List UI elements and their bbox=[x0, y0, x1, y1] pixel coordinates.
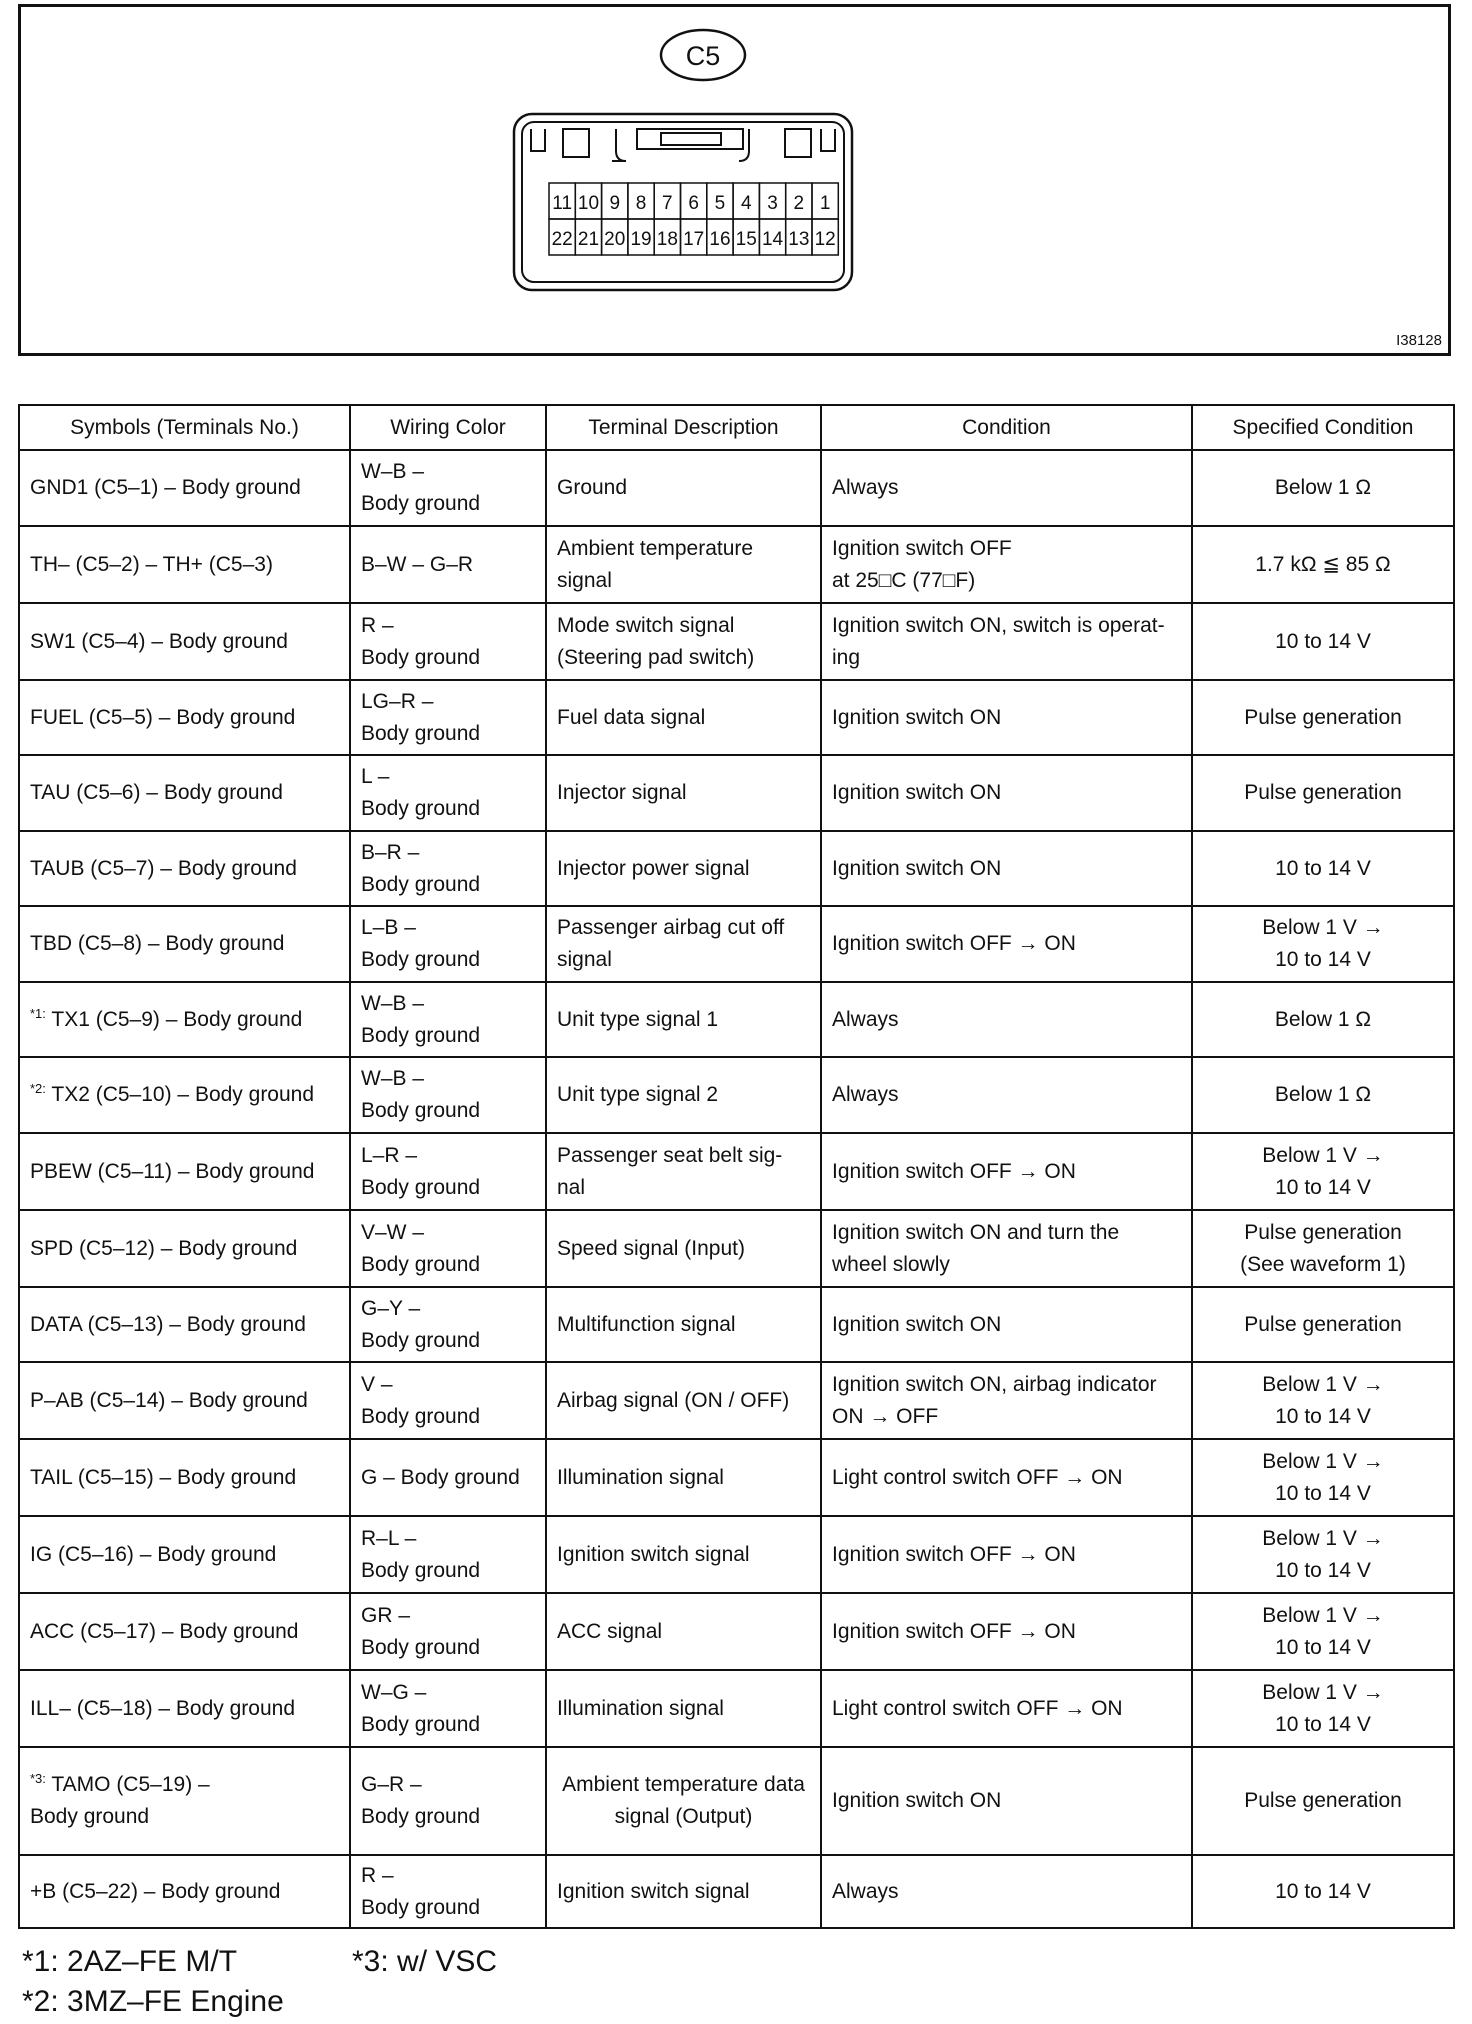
cell-symbol-line bbox=[30, 1004, 339, 1036]
cell-condition-line: ing bbox=[832, 645, 861, 669]
header-symbols: Symbols (Terminals No.) bbox=[19, 405, 350, 450]
cell-symbol bbox=[19, 1855, 350, 1928]
cell-condition bbox=[821, 1670, 1192, 1747]
pin-number: 14 bbox=[761, 229, 784, 250]
cell-condition bbox=[821, 1362, 1192, 1439]
table-row bbox=[19, 1516, 1454, 1593]
cell-condition bbox=[821, 982, 1192, 1057]
cell-symbol bbox=[19, 1516, 350, 1593]
cell-condition-line: Always bbox=[832, 1007, 899, 1031]
pin-number: 9 bbox=[609, 193, 621, 214]
cell-condition bbox=[821, 1747, 1192, 1855]
cell-description bbox=[546, 526, 821, 603]
cell-condition bbox=[821, 755, 1192, 831]
pin-number: 17 bbox=[683, 229, 705, 250]
cell-specified-condition-line: 10 to 14 V bbox=[1275, 1558, 1371, 1582]
cell-symbol bbox=[19, 1747, 350, 1855]
cell-symbol bbox=[19, 906, 350, 982]
cell-symbol-line bbox=[30, 1079, 339, 1111]
cell-specified-condition-line: 10 to 14 V bbox=[1275, 856, 1371, 880]
cell-wiring-color-line: GR – bbox=[361, 1603, 411, 1627]
table-row bbox=[19, 982, 1454, 1057]
cell-condition-line: Light control switch OFF → ON bbox=[832, 1465, 1123, 1489]
cell-specified-condition-line: Below 1 V → bbox=[1262, 1680, 1384, 1704]
cell-description-line: Ambient temperature bbox=[557, 536, 754, 560]
header-condition: Condition bbox=[821, 405, 1192, 450]
cell-condition bbox=[821, 1516, 1192, 1593]
cell-specified-condition bbox=[1192, 1133, 1454, 1210]
cell-condition-line: Always bbox=[832, 1083, 899, 1106]
cell-condition bbox=[821, 450, 1192, 526]
pin-number: 18 bbox=[656, 229, 678, 250]
cell-wiring-color bbox=[350, 680, 546, 755]
cell-condition-line: Ignition switch OFF → ON bbox=[832, 932, 1076, 955]
cell-condition bbox=[821, 526, 1192, 603]
cell-symbol-line: PBEW (C5–11) – Body ground bbox=[30, 1159, 315, 1183]
cell-condition-line: Light control switch OFF → ON bbox=[832, 1696, 1123, 1720]
table-row bbox=[19, 1287, 1454, 1362]
table-header-row bbox=[19, 405, 1454, 450]
cell-wiring-color bbox=[350, 1439, 546, 1516]
footnote-3: *3: w/ VSC bbox=[352, 1945, 498, 1978]
cell-wiring-color bbox=[350, 1855, 546, 1928]
cell-description bbox=[546, 1362, 821, 1439]
cell-wiring-color-line: Body ground bbox=[361, 645, 481, 669]
cell-specified-condition bbox=[1192, 1516, 1454, 1593]
cell-wiring-color-line: R – bbox=[361, 613, 394, 637]
cell-symbol bbox=[19, 1362, 350, 1439]
cell-wiring-color-line: Body ground bbox=[361, 1023, 481, 1047]
cell-symbol-line: GND1 (C5–1) – Body ground bbox=[30, 476, 301, 499]
cell-symbol-line: SPD (C5–12) – Body ground bbox=[30, 1236, 298, 1260]
cell-condition-line: Ignition switch ON bbox=[832, 705, 1002, 729]
cell-specified-condition-line: 10 to 14 V bbox=[1275, 1712, 1371, 1736]
cell-description-line: Speed signal (Input) bbox=[557, 1236, 745, 1260]
cell-wiring-color-line: Body ground bbox=[361, 948, 481, 971]
table-row bbox=[19, 603, 1454, 680]
cell-wiring-color-line: B–W – G–R bbox=[361, 552, 474, 576]
cell-wiring-color bbox=[350, 1516, 546, 1593]
cell-condition-line: Ignition switch OFF → ON bbox=[832, 1159, 1076, 1183]
symbol-text: TX1 (C5–9) – Body ground bbox=[51, 1007, 303, 1031]
cell-symbol-line: TAU (C5–6) – Body ground bbox=[30, 781, 283, 804]
cell-condition-line: at 25□C (77□F) bbox=[832, 568, 976, 592]
cell-description-line: Ignition switch signal bbox=[557, 1542, 750, 1566]
cell-wiring-color-line: Body ground bbox=[361, 1404, 481, 1428]
table-row bbox=[19, 1057, 1454, 1133]
cell-wiring-color-line: R–L – bbox=[361, 1526, 417, 1550]
cell-specified-condition-line: 10 to 14 V bbox=[1275, 629, 1371, 653]
cell-description-line: Unit type signal 1 bbox=[557, 1007, 719, 1031]
cell-wiring-color-line: Body ground bbox=[361, 872, 481, 896]
cell-specified-condition bbox=[1192, 1670, 1454, 1747]
cell-description bbox=[546, 755, 821, 831]
cell-description-line: Ambient temperature data bbox=[562, 1773, 805, 1796]
cell-condition bbox=[821, 906, 1192, 982]
cell-symbol-line bbox=[30, 1769, 339, 1801]
pin-number: 1 bbox=[819, 193, 831, 214]
pin-number: 13 bbox=[788, 229, 810, 250]
cell-wiring-color-line: V – bbox=[361, 1372, 393, 1396]
cell-description-line: Passenger airbag cut off bbox=[557, 916, 785, 939]
cell-specified-condition-line: Pulse generation bbox=[1244, 705, 1402, 729]
cell-specified-condition-line: 1.7 kΩ ≦ 85 Ω bbox=[1255, 552, 1391, 576]
table-row bbox=[19, 680, 1454, 755]
footnote-ref: *2: bbox=[30, 1081, 46, 1096]
cell-symbol bbox=[19, 603, 350, 680]
cell-condition-line: Ignition switch ON, switch is operat- bbox=[832, 613, 1165, 637]
cell-specified-condition bbox=[1192, 1287, 1454, 1362]
cell-wiring-color bbox=[350, 450, 546, 526]
cell-wiring-color bbox=[350, 526, 546, 603]
cell-specified-condition bbox=[1192, 1593, 1454, 1670]
cell-symbol-line: TH– (C5–2) – TH+ (C5–3) bbox=[30, 552, 273, 576]
footnote-1: *1: 2AZ–FE M/T bbox=[22, 1945, 238, 1978]
cell-condition bbox=[821, 1133, 1192, 1210]
cell-description-line: Airbag signal (ON / OFF) bbox=[557, 1388, 790, 1412]
cell-description-line: Injector signal bbox=[557, 781, 687, 804]
cell-condition-line: Ignition switch OFF → ON bbox=[832, 1542, 1076, 1566]
cell-wiring-color bbox=[350, 1210, 546, 1287]
cell-specified-condition-line: Pulse generation bbox=[1244, 1789, 1402, 1812]
cell-specified-condition-line: Pulse generation bbox=[1244, 1220, 1402, 1244]
table-row bbox=[19, 526, 1454, 603]
cell-wiring-color bbox=[350, 603, 546, 680]
cell-condition-line: Ignition switch OFF → ON bbox=[832, 1619, 1076, 1643]
table-row bbox=[19, 450, 1454, 526]
cell-wiring-color-line: W–B – bbox=[361, 991, 425, 1015]
cell-condition bbox=[821, 831, 1192, 906]
cell-specified-condition-line: Below 1 V → bbox=[1262, 1526, 1384, 1550]
cell-description-line: Ground bbox=[557, 476, 628, 499]
table-row bbox=[19, 1210, 1454, 1287]
cell-wiring-color-line: G–Y – bbox=[361, 1296, 421, 1320]
cell-wiring-color-line: W–B – bbox=[361, 460, 425, 483]
cell-description bbox=[546, 1855, 821, 1928]
cell-wiring-color bbox=[350, 1593, 546, 1670]
cell-symbol-line: ILL– (C5–18) – Body ground bbox=[30, 1696, 296, 1720]
cell-description-line: ACC signal bbox=[557, 1619, 663, 1643]
connector-c5-drawing bbox=[21, 7, 1448, 353]
pin-number: 4 bbox=[740, 193, 752, 214]
cell-specified-condition-line: 10 to 14 V bbox=[1275, 1404, 1371, 1428]
cell-symbol-line: IG (C5–16) – Body ground bbox=[30, 1542, 277, 1566]
terminal-spec-table bbox=[18, 404, 1455, 1929]
cell-wiring-color-line: W–B – bbox=[361, 1067, 425, 1090]
cell-condition bbox=[821, 1855, 1192, 1928]
figure-code: I38128 bbox=[1396, 332, 1442, 349]
cell-symbol bbox=[19, 982, 350, 1057]
cell-specified-condition-line: 10 to 14 V bbox=[1275, 948, 1371, 971]
cell-description bbox=[546, 450, 821, 526]
cell-symbol bbox=[19, 450, 350, 526]
cell-symbol bbox=[19, 1133, 350, 1210]
cell-symbol-line: P–AB (C5–14) – Body ground bbox=[30, 1388, 308, 1412]
cell-specified-condition-line: Below 1 V → bbox=[1262, 1449, 1384, 1473]
cell-specified-condition-line: Below 1 V → bbox=[1262, 1603, 1384, 1627]
cell-symbol-line: Body ground bbox=[30, 1805, 150, 1828]
cell-symbol-line: DATA (C5–13) – Body ground bbox=[30, 1312, 306, 1336]
cell-description-line: Mode switch signal bbox=[557, 613, 735, 637]
cell-specified-condition-line: Below 1 V → bbox=[1262, 1143, 1384, 1167]
table-row bbox=[19, 906, 1454, 982]
pin-grid bbox=[549, 183, 838, 255]
cell-specified-condition-line: 10 to 14 V bbox=[1275, 1879, 1371, 1903]
cell-wiring-color-line: LG–R – bbox=[361, 689, 434, 713]
cell-specified-condition bbox=[1192, 831, 1454, 906]
cell-symbol-line: TAUB (C5–7) – Body ground bbox=[30, 856, 297, 880]
cell-symbol bbox=[19, 755, 350, 831]
cell-wiring-color-line: R – bbox=[361, 1863, 394, 1887]
table-row bbox=[19, 1593, 1454, 1670]
cell-description-line: Passenger seat belt sig- bbox=[557, 1143, 783, 1167]
cell-symbol-line: TBD (C5–8) – Body ground bbox=[30, 932, 285, 955]
cell-wiring-color-line: Body ground bbox=[361, 1558, 481, 1582]
cell-wiring-color-line: W–G – bbox=[361, 1680, 427, 1704]
cell-description-line: signal bbox=[557, 568, 612, 592]
cell-condition-line: Ignition switch ON bbox=[832, 781, 1002, 804]
connector-diagram bbox=[18, 4, 1451, 356]
table-row bbox=[19, 1747, 1454, 1855]
cell-symbol bbox=[19, 1593, 350, 1670]
cell-wiring-color bbox=[350, 755, 546, 831]
cell-condition-line: ON → OFF bbox=[832, 1404, 939, 1428]
cell-specified-condition-line: (See waveform 1) bbox=[1240, 1252, 1406, 1276]
cell-specified-condition bbox=[1192, 1057, 1454, 1133]
cell-condition-line: Ignition switch ON bbox=[832, 1789, 1002, 1812]
cell-description-line: Illumination signal bbox=[557, 1465, 724, 1489]
cell-condition bbox=[821, 1057, 1192, 1133]
footnote-ref: *3: bbox=[30, 1771, 46, 1786]
cell-symbol-line: TAIL (C5–15) – Body ground bbox=[30, 1465, 297, 1489]
cell-description bbox=[546, 1210, 821, 1287]
cell-description bbox=[546, 1670, 821, 1747]
cell-specified-condition bbox=[1192, 1362, 1454, 1439]
cell-description bbox=[546, 1287, 821, 1362]
cell-condition-line: wheel slowly bbox=[832, 1252, 950, 1276]
symbol-text: TAMO (C5–19) – bbox=[51, 1773, 210, 1796]
cell-wiring-color bbox=[350, 906, 546, 982]
pin-number: 22 bbox=[551, 229, 573, 250]
cell-wiring-color bbox=[350, 982, 546, 1057]
table-row bbox=[19, 1439, 1454, 1516]
cell-symbol bbox=[19, 680, 350, 755]
cell-condition-line: Always bbox=[832, 1879, 899, 1903]
cell-wiring-color bbox=[350, 1362, 546, 1439]
cell-symbol bbox=[19, 1057, 350, 1133]
cell-condition-line: Always bbox=[832, 476, 899, 499]
cell-symbol-line: ACC (C5–17) – Body ground bbox=[30, 1619, 299, 1643]
cell-specified-condition bbox=[1192, 1855, 1454, 1928]
pin-number: 10 bbox=[577, 193, 600, 214]
cell-specified-condition-line: Below 1 Ω bbox=[1274, 476, 1372, 499]
table-row bbox=[19, 831, 1454, 906]
cell-description-line: Ignition switch signal bbox=[557, 1879, 750, 1903]
cell-description-line: Unit type signal 2 bbox=[557, 1083, 719, 1106]
cell-wiring-color-line: Body ground bbox=[361, 721, 481, 745]
header-terminal-description: Terminal Description bbox=[546, 405, 821, 450]
cell-specified-condition-line: Pulse generation bbox=[1244, 1312, 1402, 1336]
symbol-text: TX2 (C5–10) – Body ground bbox=[51, 1083, 315, 1106]
cell-description bbox=[546, 603, 821, 680]
cell-description bbox=[546, 1439, 821, 1516]
table-row bbox=[19, 1670, 1454, 1747]
cell-specified-condition bbox=[1192, 1439, 1454, 1516]
cell-specified-condition-line: Below 1 V → bbox=[1262, 1372, 1384, 1396]
cell-wiring-color-line: Body ground bbox=[361, 1635, 481, 1659]
cell-description bbox=[546, 1057, 821, 1133]
footnote-2: *2: 3MZ–FE Engine bbox=[22, 1985, 284, 2018]
cell-condition bbox=[821, 1593, 1192, 1670]
cell-description bbox=[546, 1133, 821, 1210]
cell-condition bbox=[821, 603, 1192, 680]
pin-number: 11 bbox=[552, 193, 573, 214]
connector-label: C5 bbox=[685, 41, 721, 71]
cell-wiring-color-line: Body ground bbox=[361, 797, 481, 820]
cell-description-line: nal bbox=[557, 1175, 586, 1199]
cell-specified-condition bbox=[1192, 526, 1454, 603]
pin-number: 19 bbox=[630, 229, 652, 250]
pin-number: 20 bbox=[604, 229, 626, 250]
pin-number: 6 bbox=[688, 193, 699, 214]
cell-wiring-color bbox=[350, 1057, 546, 1133]
cell-condition-line: Ignition switch OFF bbox=[832, 536, 1012, 560]
pin-number: 8 bbox=[635, 193, 647, 214]
cell-condition-line: Ignition switch ON bbox=[832, 1312, 1002, 1336]
cell-specified-condition bbox=[1192, 680, 1454, 755]
cell-wiring-color-line: Body ground bbox=[361, 1712, 481, 1736]
cell-description-line: Illumination signal bbox=[557, 1696, 724, 1720]
cell-symbol-line: FUEL (C5–5) – Body ground bbox=[30, 705, 296, 729]
cell-specified-condition bbox=[1192, 982, 1454, 1057]
cell-wiring-color-line: L – bbox=[361, 765, 390, 788]
table-body bbox=[19, 450, 1454, 1928]
cell-description bbox=[546, 982, 821, 1057]
cell-wiring-color bbox=[350, 1747, 546, 1855]
cell-specified-condition-line: 10 to 14 V bbox=[1275, 1481, 1371, 1505]
cell-description-line: Multifunction signal bbox=[557, 1312, 736, 1336]
cell-wiring-color-line: Body ground bbox=[361, 1175, 481, 1199]
cell-condition-line: Ignition switch ON bbox=[832, 856, 1002, 880]
cell-specified-condition bbox=[1192, 450, 1454, 526]
cell-description bbox=[546, 680, 821, 755]
cell-condition-line: Ignition switch ON, airbag indicator bbox=[832, 1372, 1157, 1396]
table-row bbox=[19, 755, 1454, 831]
pin-number: 2 bbox=[793, 193, 805, 214]
cell-description-line: signal (Output) bbox=[614, 1805, 753, 1828]
cell-description bbox=[546, 906, 821, 982]
cell-specified-condition-line: Below 1 V → bbox=[1262, 916, 1384, 939]
cell-symbol bbox=[19, 1670, 350, 1747]
cell-description bbox=[546, 831, 821, 906]
cell-specified-condition bbox=[1192, 603, 1454, 680]
cell-specified-condition bbox=[1192, 1210, 1454, 1287]
cell-wiring-color-line: V–W – bbox=[361, 1220, 425, 1244]
cell-description-line: Fuel data signal bbox=[557, 705, 706, 729]
pin-number: 21 bbox=[577, 229, 600, 250]
cell-wiring-color-line: G – Body ground bbox=[361, 1465, 520, 1489]
header-wiring-color: Wiring Color bbox=[350, 405, 546, 450]
cell-symbol bbox=[19, 526, 350, 603]
cell-symbol-line: +B (C5–22) – Body ground bbox=[30, 1879, 281, 1903]
cell-wiring-color bbox=[350, 831, 546, 906]
pin-number: 15 bbox=[735, 229, 757, 250]
cell-condition-line: Ignition switch ON and turn the bbox=[832, 1220, 1120, 1244]
cell-description-line: Injector power signal bbox=[557, 856, 750, 880]
cell-specified-condition-line: 10 to 14 V bbox=[1275, 1635, 1371, 1659]
cell-condition bbox=[821, 1439, 1192, 1516]
header-specified-condition: Specified Condition bbox=[1192, 405, 1454, 450]
pin-number: 12 bbox=[814, 229, 836, 250]
footnote-ref: *1: bbox=[30, 1005, 46, 1021]
table-row bbox=[19, 1362, 1454, 1439]
cell-symbol bbox=[19, 831, 350, 906]
cell-description bbox=[546, 1593, 821, 1670]
pin-number: 16 bbox=[709, 229, 731, 250]
cell-wiring-color-line: L–R – bbox=[361, 1143, 418, 1167]
cell-wiring-color-line: B–R – bbox=[361, 840, 420, 864]
cell-condition bbox=[821, 1210, 1192, 1287]
cell-description bbox=[546, 1747, 821, 1855]
cell-condition bbox=[821, 680, 1192, 755]
cell-symbol bbox=[19, 1439, 350, 1516]
cell-symbol bbox=[19, 1287, 350, 1362]
cell-wiring-color-line: L–B – bbox=[361, 916, 416, 939]
cell-symbol bbox=[19, 1210, 350, 1287]
pin-number: 5 bbox=[714, 193, 726, 214]
cell-wiring-color-line: Body ground bbox=[361, 1895, 481, 1919]
table-row bbox=[19, 1133, 1454, 1210]
cell-specified-condition-line: Below 1 Ω bbox=[1274, 1083, 1372, 1106]
cell-wiring-color-line: Body ground bbox=[361, 492, 481, 515]
pin-number: 7 bbox=[662, 193, 673, 214]
cell-description-line: signal bbox=[557, 948, 612, 971]
cell-specified-condition bbox=[1192, 1747, 1454, 1855]
cell-wiring-color-line: Body ground bbox=[361, 1099, 481, 1122]
cell-description bbox=[546, 1516, 821, 1593]
cell-specified-condition-line: Below 1 Ω bbox=[1274, 1007, 1372, 1031]
cell-symbol-line: SW1 (C5–4) – Body ground bbox=[30, 629, 288, 653]
table-row bbox=[19, 1855, 1454, 1928]
cell-wiring-color-line: Body ground bbox=[361, 1252, 481, 1276]
cell-wiring-color bbox=[350, 1670, 546, 1747]
cell-specified-condition bbox=[1192, 755, 1454, 831]
cell-wiring-color bbox=[350, 1133, 546, 1210]
pin-number: 3 bbox=[767, 193, 778, 214]
cell-wiring-color bbox=[350, 1287, 546, 1362]
cell-wiring-color-line: Body ground bbox=[361, 1805, 481, 1828]
cell-specified-condition-line: Pulse generation bbox=[1244, 781, 1402, 804]
cell-wiring-color-line: Body ground bbox=[361, 1328, 481, 1352]
cell-condition bbox=[821, 1287, 1192, 1362]
cell-wiring-color-line: G–R – bbox=[361, 1773, 422, 1796]
cell-specified-condition bbox=[1192, 906, 1454, 982]
cell-description-line: (Steering pad switch) bbox=[557, 645, 755, 669]
cell-specified-condition-line: 10 to 14 V bbox=[1275, 1175, 1371, 1199]
